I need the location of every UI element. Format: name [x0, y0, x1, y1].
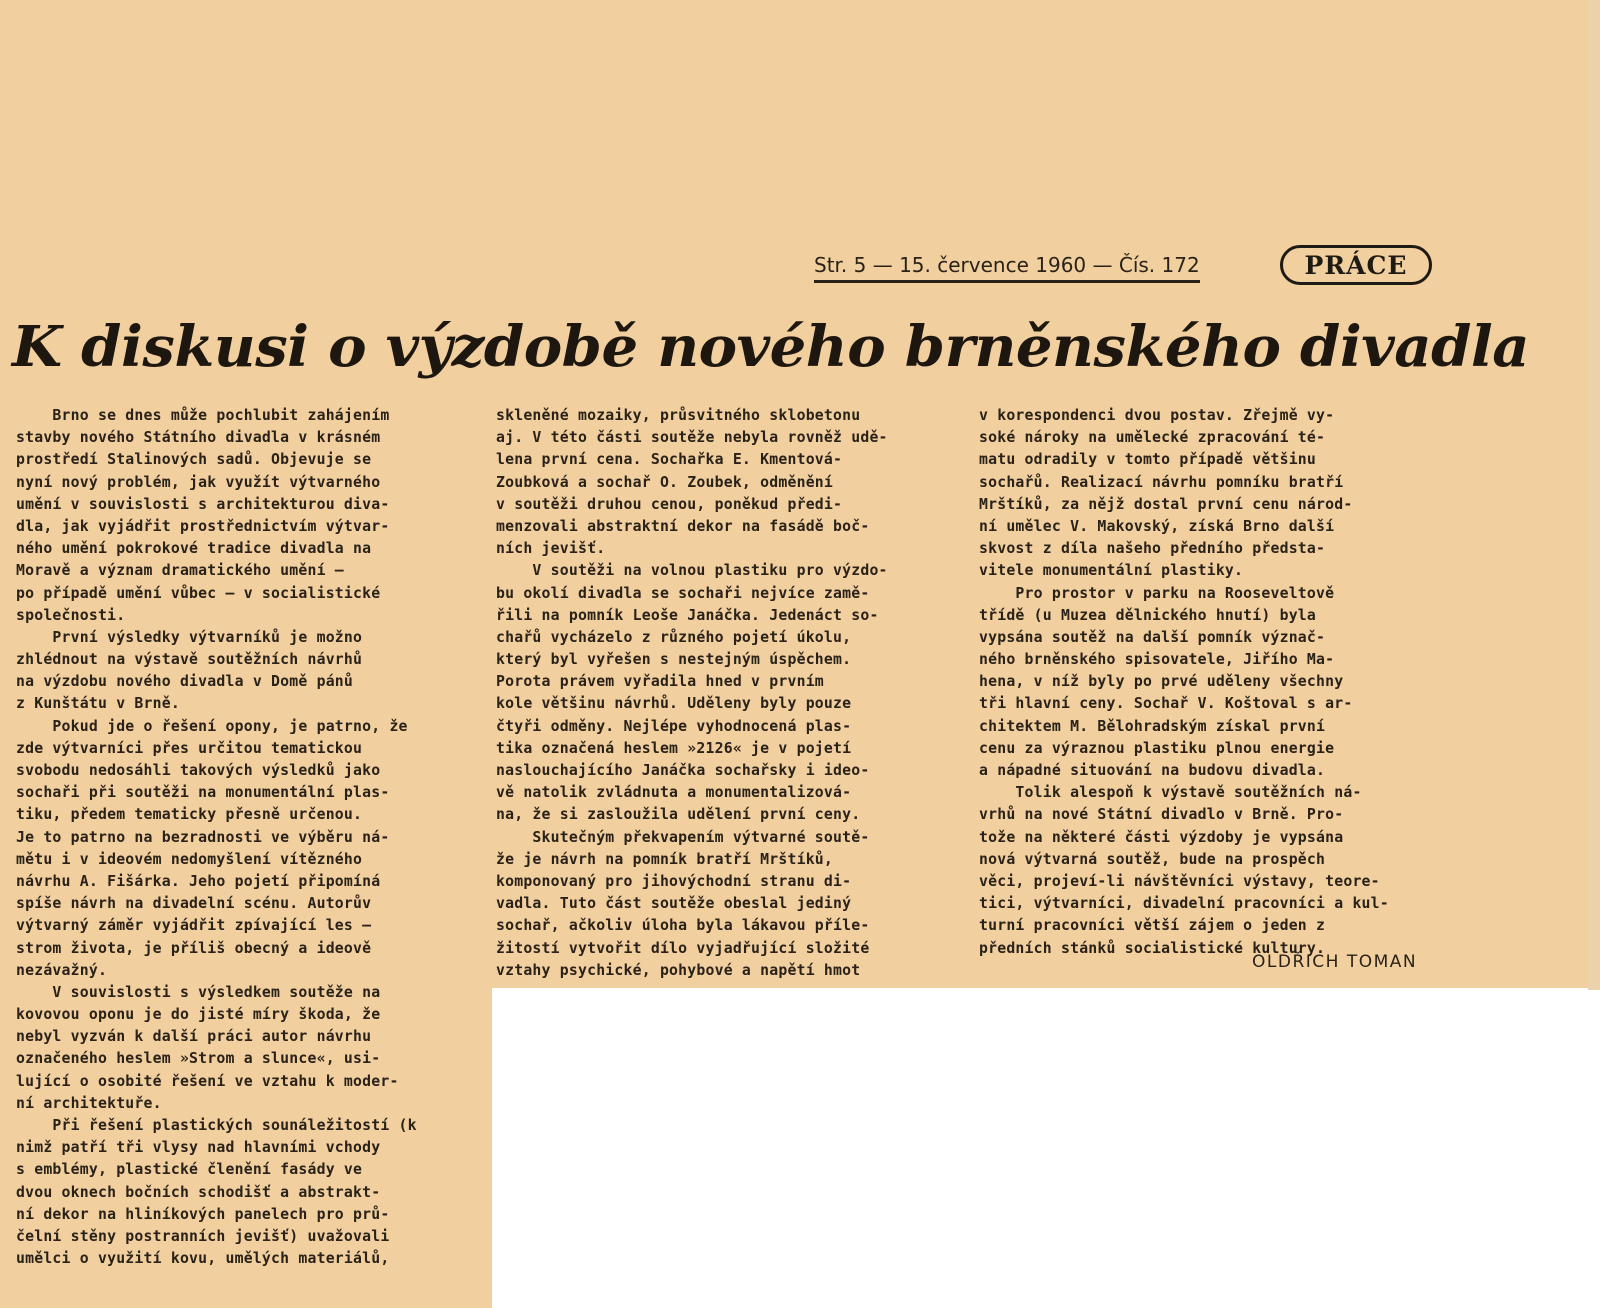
article-text-line: nebyl vyzván k další práci autor návrhu [16, 1028, 372, 1046]
article-text-line: věci, projeví-li návštěvníci výstavy, teore- [979, 872, 1380, 890]
article-text-line: v soutěži druhou cenou, poněkud předi- [496, 495, 843, 513]
article-text-line: aj. V této části soutěže nebyla rovněž udě- [496, 429, 888, 447]
article-text-line: předních stánků socialistické kultury. [979, 939, 1326, 957]
article-text-line: Skutečným překvapením výtvarné soutě- [496, 828, 870, 846]
article-text-line: na výzdobu nového divadla v Domě pánů [16, 673, 354, 691]
article-text-line: Pokud jde o řešení opony, je patrno, že [16, 717, 408, 735]
article-text-line: naslouchajícího Janáčka sochařsky i ideo- [496, 762, 870, 779]
article-text-line: Porota právem vyřadila hned v prvním [496, 673, 824, 691]
article-text-line: v korespondenci dvou postav. Zřejmě vy- [979, 407, 1335, 424]
article-text-line: sochařů. Realizací návrhu pomníku bratří [979, 473, 1344, 491]
article-text-line: komponovaný pro jihovýchodní stranu di- [496, 872, 852, 890]
article-text-line: chařů vycházelo z různého pojetí úkolu, [496, 628, 852, 646]
article-text-line: lující o osobité řešení ve vztahu k moder- [16, 1072, 399, 1090]
article-text-line: skvost z díla našeho předního předsta- [979, 540, 1326, 558]
newspaper-logo [1280, 245, 1432, 285]
article-text-line: žitostí vytvořit dílo vyjadřující složité [496, 939, 870, 957]
article-headline: K diskusi o výzdobě nového brněnského divadla [12, 314, 1530, 380]
article-text-line: po případě umění vůbec — v socialistické [16, 584, 381, 602]
article-text-line: Mrštíků, za nějž dostal první cenu národ- [979, 495, 1353, 513]
article-text-line: vrhů na nové Státní divadlo v Brně. Pro- [979, 806, 1344, 824]
article-text-line: nezávažný. [16, 961, 108, 979]
article-text-line: společnosti. [16, 606, 126, 624]
article-text-line: zhlédnout na výstavě soutěžních návrhů [16, 651, 363, 669]
article-text-line: sochaři při soutěži na monumentální plas- [16, 784, 390, 802]
article-text-line: návrhu A. Fišárka. Jeho pojetí připomíná [16, 872, 381, 890]
article-text-line: vypsána soutěž na další pomník význač- [979, 628, 1326, 646]
article-text-line: bu okolí divadla se sochaři nejvíce zamě- [496, 584, 870, 602]
article-text-line: strom života, je příliš obecný a ideově [16, 939, 372, 957]
article-text-line: vitele monumentální plastiky. [979, 562, 1244, 580]
article-text-line: vztahy psychické, pohybové a napětí hmot [496, 961, 861, 979]
article-text-line: spíše návrh na divadelní scénu. Autorův [16, 895, 372, 913]
article-text-line: stavby nového Státního divadla v krásném [16, 429, 381, 447]
article-text-line: Je to patrno na bezradnosti ve výběru ná- [16, 828, 390, 846]
article-text-line: nová výtvarná soutěž, bude na prospěch [979, 850, 1326, 868]
article-text-line: tři hlavní ceny. Sochař V. Koštoval s ar- [979, 695, 1353, 713]
article-text-line: V soutěži na volnou plastiku pro výzdo- [496, 562, 888, 580]
article-text-line: z Kunštátu v Brně. [16, 695, 180, 713]
article-text-line: kole většinu návrhů. Uděleny byly pouze [496, 695, 852, 713]
clipping-edge [1588, 0, 1600, 990]
article-column-1 [16, 405, 478, 1270]
article-text-line: ného umění pokrokové tradice divadla na [16, 540, 372, 558]
scan-background [492, 988, 1600, 1308]
article-text-line: zde výtvarníci přes určitou tematickou [16, 739, 363, 757]
article-text-line: turní pracovníci větší zájem o jeden z [979, 917, 1326, 935]
article-text-line: Brno se dnes může pochlubit zahájením [16, 407, 390, 424]
article-author: OLDŘICH TOMAN [1252, 952, 1418, 972]
article-text-line: menzovali abstraktní dekor na fasádě boč- [496, 517, 870, 535]
article-text-line: ní dekor na hliníkových panelech pro prů- [16, 1205, 390, 1223]
article-text-line: sochař, ačkoliv úloha byla lákavou příle- [496, 917, 870, 935]
article-text-line: svobodu nedosáhli takových výsledků jako [16, 762, 381, 779]
article-text-line: označeného heslem »Strom a slunce«, usi- [16, 1050, 381, 1068]
newspaper-logo-text: PRÁCE [1304, 250, 1408, 280]
article-text-line: prostředí Stalinových sadů. Objevuje se [16, 451, 372, 469]
article-text-line: Tolik alespoň k výstavě soutěžních ná- [979, 784, 1362, 802]
article-text-line: tici, výtvarníci, divadelní pracovníci a kul- [979, 895, 1389, 913]
article-text-line: Při řešení plastických sounáležitostí (k [16, 1117, 417, 1134]
article-text-line: První výsledky výtvarníků je možno [16, 628, 363, 646]
article-text-line: hena, v níž byly po prvé uděleny všechny [979, 673, 1344, 691]
article-text-line: třídě (u Muzea dělnického hnutí) byla [979, 606, 1317, 624]
article-text-line: a nápadné situování na budovu divadla. [979, 762, 1326, 779]
article-text-line: cenu za výraznou plastiku plnou energie [979, 739, 1335, 757]
article-text-line: umělci o využití kovu, umělých materiálů, [16, 1250, 390, 1268]
article-text-line: mětu i v ideovém nedomyšlení vítězného [16, 850, 363, 868]
article-text-line: Zoubková a sochař O. Zoubek, odměnění [496, 473, 834, 491]
article-text-line: chitektem M. Bělohradským získal první [979, 717, 1326, 735]
article-text-line: Moravě a význam dramatického umění — [16, 562, 344, 580]
article-text-line: V souvislosti s výsledkem soutěže na [16, 983, 381, 1001]
article-text-line: s emblémy, plastické členění fasády ve [16, 1161, 363, 1179]
article-text-line: nyní nový problém, jak využít výtvarného [16, 473, 381, 491]
article-text-line: tože na některé části výzdoby je vypsána [979, 828, 1344, 846]
article-text-line: ní umělec V. Makovský, získá Brno další [979, 517, 1335, 535]
article-text-line: kovovou oponu je do jisté míry škoda, že [16, 1006, 381, 1024]
article-text-line: který byl vyřešen s nestejným úspěchem. [496, 651, 852, 669]
article-text-line: lena první cena. Sochařka E. Kmentová- [496, 451, 843, 469]
article-text-line: matu odradily v tomto případě většinu [979, 451, 1317, 469]
article-text-line: vě natolik zvládnuta a monumentalizová- [496, 784, 852, 802]
article-text-line: řili na pomník Leoše Janáčka. Jedenáct so- [496, 606, 879, 624]
article-column-2 [496, 405, 958, 982]
article-text-line: dvou oknech bočních schodišť a abstrakt- [16, 1183, 381, 1201]
issue-dateline: Str. 5 — 15. července 1960 — Čís. 172 [814, 253, 1200, 283]
article-text-line: ní architektuře. [16, 1094, 162, 1112]
article-text-line: vadla. Tuto část soutěže obeslal jediný [496, 895, 852, 913]
article-text-line: ních jevišť. [496, 540, 606, 558]
article-text-line: na, že si zasloužila udělení první ceny. [496, 806, 861, 824]
article-text-line: že je návrh na pomník bratří Mrštíků, [496, 850, 834, 868]
article-text-line: Pro prostor v parku na Rooseveltově [979, 584, 1335, 602]
article-text-line: výtvarný záměr vyjádřit zpívající les — [16, 917, 372, 935]
article-text-line: čtyři odměny. Nejlépe vyhodnocená plas- [496, 717, 852, 735]
article-text-line: skleněné mozaiky, průsvitného sklobetonu [496, 407, 861, 424]
article-text-line: nimž patří tři vlysy nad hlavními vchody [16, 1139, 381, 1157]
article-text-line: tiku, předem tematicky přesně určenou. [16, 806, 363, 824]
article-text-line: soké nároky na umělecké zpracování té- [979, 429, 1326, 447]
article-text-line: čelní stěny postranních jevišť) uvažovali [16, 1227, 390, 1245]
article-text-line: umění v souvislosti s architekturou diva- [16, 495, 390, 513]
article-text-line: tika označená heslem »2126« je v pojetí [496, 739, 852, 757]
article-column-3 [979, 405, 1441, 960]
article-text-line: dla, jak vyjádřit prostřednictvím výtvar- [16, 517, 390, 535]
article-text-line: ného brněnského spisovatele, Jiřího Ma- [979, 651, 1335, 669]
